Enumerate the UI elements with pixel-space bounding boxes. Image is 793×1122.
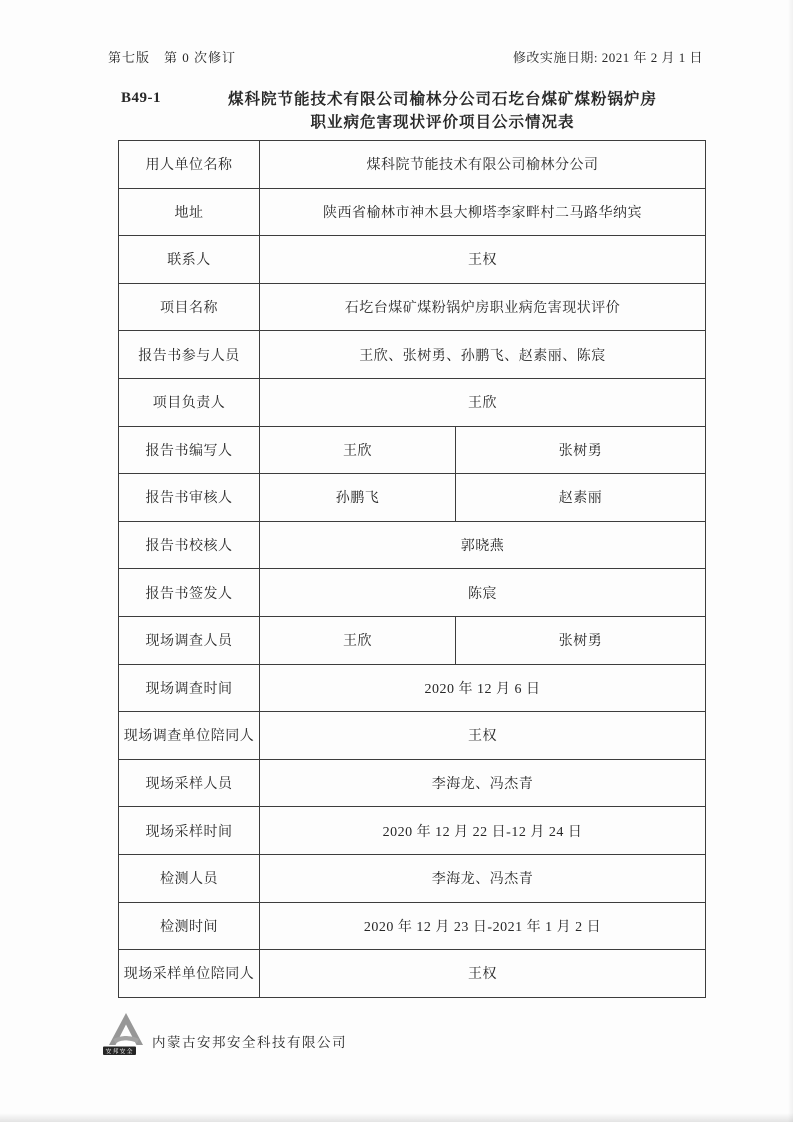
row-value: 王权	[260, 950, 706, 998]
company-logo-icon	[102, 1012, 148, 1061]
table-row	[119, 664, 706, 712]
row-label: 现场调查单位陪同人	[119, 712, 260, 760]
row-label: 现场采样时间	[119, 807, 260, 855]
revision-date: 修改实施日期: 2021 年 2 月 1 日	[512, 50, 703, 65]
revision-label: 第七版 第 0 次修订	[108, 50, 237, 65]
row-value: 张树勇	[456, 616, 706, 664]
table-row	[119, 950, 706, 998]
table-row	[119, 236, 706, 284]
row-label: 项目名称	[119, 283, 260, 331]
table-row	[119, 854, 706, 902]
row-value: 赵素丽	[456, 474, 706, 522]
row-value: 李海龙、冯杰青	[260, 759, 706, 807]
footer-company-name: 内蒙古安邦安全科技有限公司	[152, 1035, 347, 1050]
row-label: 现场采样人员	[119, 759, 260, 807]
row-value: 2020 年 12 月 22 日-12 月 24 日	[260, 807, 706, 855]
row-label: 用人单位名称	[119, 141, 260, 189]
logo-badge-text: 安邦安全	[105, 1049, 134, 1056]
row-label: 报告书参与人员	[119, 331, 260, 379]
row-label: 地址	[119, 188, 260, 236]
table-row	[119, 474, 706, 522]
table-row	[119, 188, 706, 236]
info-table-body	[119, 141, 706, 998]
row-value: 张树勇	[456, 426, 706, 474]
table-row	[119, 378, 706, 426]
doc-code: B49-1	[121, 90, 161, 106]
row-value: 王权	[260, 712, 706, 760]
title-block	[118, 88, 705, 134]
row-value: 王欣	[260, 378, 706, 426]
table-row	[119, 712, 706, 760]
row-value: 2020 年 12 月 6 日	[260, 664, 706, 712]
document-title-line2: 职业病危害现状评价项目公示情况表	[310, 114, 575, 131]
row-label: 报告书签发人	[119, 569, 260, 617]
row-label: 现场调查时间	[119, 664, 260, 712]
row-label: 现场采样单位陪同人	[119, 950, 260, 998]
row-label: 报告书校核人	[119, 521, 260, 569]
row-label: 报告书审核人	[119, 474, 260, 522]
row-value: 煤科院节能技术有限公司榆林分公司	[260, 141, 706, 189]
row-label: 检测时间	[119, 902, 260, 950]
table-row	[119, 283, 706, 331]
table-row	[119, 426, 706, 474]
row-label: 联系人	[119, 236, 260, 284]
row-value: 王欣、张树勇、孙鹏飞、赵素丽、陈宸	[260, 331, 706, 379]
row-value: 陕西省榆林市神木县大柳塔李家畔村二马路华纳宾	[260, 188, 706, 236]
table-row	[119, 331, 706, 379]
table-row	[119, 759, 706, 807]
document-title-line1: 煤科院节能技术有限公司榆林分公司石圪台煤矿煤粉锅炉房	[227, 91, 657, 108]
row-value: 石圪台煤矿煤粉锅炉房职业病危害现状评价	[260, 283, 706, 331]
row-value: 王欣	[260, 616, 456, 664]
row-value: 孙鹏飞	[260, 474, 456, 522]
scan-shadow-right	[788, 0, 793, 1122]
row-value: 陈宸	[260, 569, 706, 617]
row-value: 郭晓燕	[260, 521, 706, 569]
row-value: 李海龙、冯杰青	[260, 854, 706, 902]
table-row	[119, 902, 706, 950]
row-label: 项目负责人	[119, 378, 260, 426]
table-row	[119, 141, 706, 189]
row-value: 王欣	[260, 426, 456, 474]
scan-shadow-bottom	[0, 1113, 793, 1122]
row-value: 2020 年 12 月 23 日-2021 年 1 月 2 日	[260, 902, 706, 950]
table-row	[119, 807, 706, 855]
row-label: 报告书编写人	[119, 426, 260, 474]
row-value: 王权	[260, 236, 706, 284]
table-row	[119, 521, 706, 569]
table-row	[119, 569, 706, 617]
project-publicity-table	[118, 140, 706, 998]
row-label: 现场调查人员	[119, 616, 260, 664]
row-label: 检测人员	[119, 854, 260, 902]
table-row	[119, 616, 706, 664]
